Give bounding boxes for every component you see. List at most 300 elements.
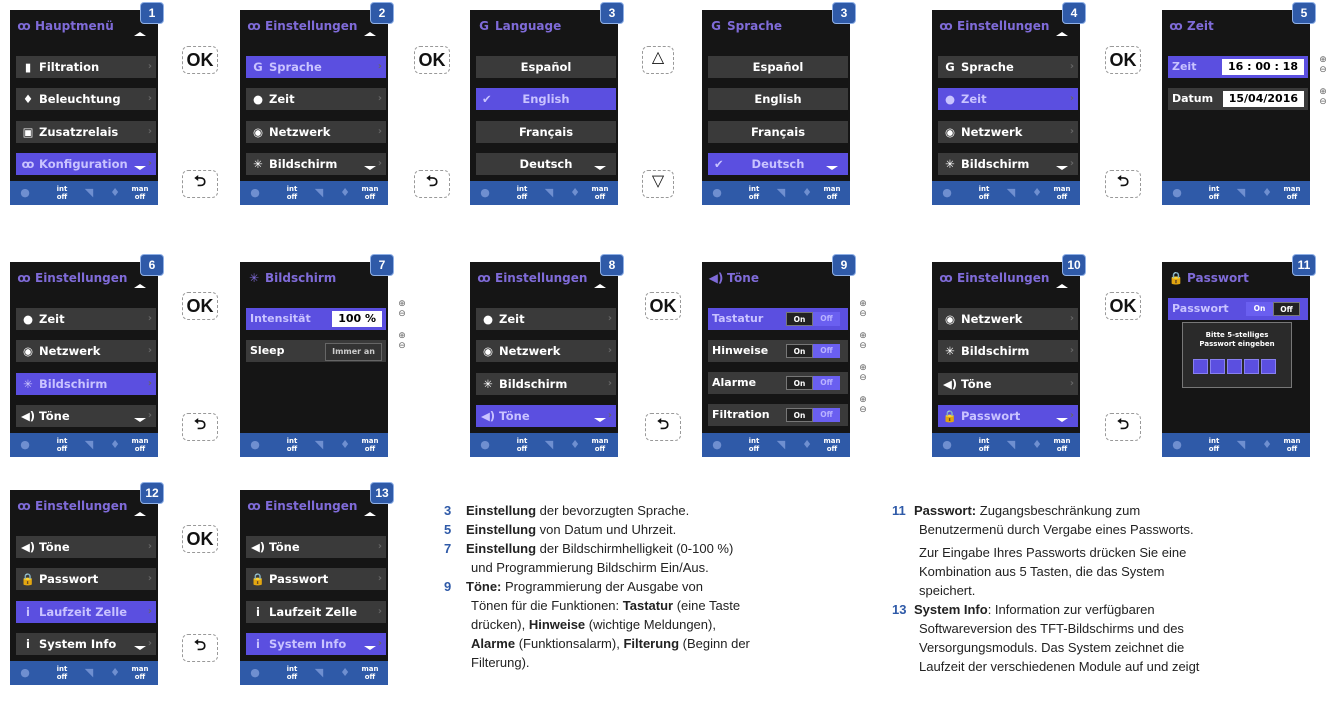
title-icon: 🔒: [1168, 271, 1184, 285]
menu-item[interactable]: [246, 633, 386, 655]
text: Alarme: [471, 636, 516, 651]
minus-icon[interactable]: ⊖: [859, 341, 867, 351]
menu-item[interactable]: [476, 56, 616, 78]
menu-item-label: Bildschirm: [269, 157, 338, 171]
minus-icon[interactable]: ⊖: [859, 373, 867, 383]
note-11-line4: [919, 562, 1164, 581]
chevron-right-icon: ›: [1069, 93, 1074, 104]
menu-item-label: Bildschirm: [39, 377, 108, 391]
password-digit-box[interactable]: [1193, 359, 1208, 374]
status-bar: [10, 181, 158, 205]
menu-item-label: Español: [520, 60, 572, 74]
filter-status-icon: ●: [480, 186, 490, 199]
light-status-icon: ♦: [340, 666, 350, 679]
back-button[interactable]: ⮌: [1105, 170, 1141, 198]
filter-status-icon: ●: [942, 186, 952, 199]
man-status: [356, 665, 384, 681]
menu-item[interactable]: [708, 88, 848, 110]
menu-item-icon: 🔒: [942, 409, 958, 423]
menu-item[interactable]: [16, 373, 156, 395]
menu-item[interactable]: [708, 153, 848, 175]
light-status-icon: ♦: [1032, 438, 1042, 451]
menu-item-label: Netzwerk: [269, 125, 331, 139]
up-arrow-button[interactable]: △: [642, 46, 674, 74]
back-button[interactable]: ⮌: [182, 634, 218, 662]
int-status-state: off: [56, 193, 68, 201]
menu-item[interactable]: [246, 601, 386, 623]
note-text: der Bildschirmhelligkeit (0-100 %): [536, 541, 734, 556]
toggle-row[interactable]: [708, 404, 848, 426]
down-arrow-button[interactable]: ▽: [642, 170, 674, 198]
setting-row[interactable]: [1168, 88, 1308, 110]
setting-label: Datum: [1172, 92, 1214, 105]
menu-item[interactable]: [938, 405, 1078, 427]
menu-item-icon: ◉: [252, 125, 264, 139]
menu-item[interactable]: [938, 88, 1078, 110]
status-bar: [240, 181, 388, 205]
menu-item[interactable]: [16, 88, 156, 110]
note-text: und Programmierung Bildschirm Ein/Aus.: [471, 560, 709, 575]
menu-item[interactable]: [246, 536, 386, 558]
menu-item[interactable]: [476, 121, 616, 143]
note-13-line3: [919, 638, 1184, 657]
man-status-state: off: [364, 445, 376, 453]
toggle-on[interactable]: On: [786, 344, 813, 358]
light-status-icon: ♦: [110, 666, 120, 679]
scroll-down-icon: [134, 418, 146, 422]
menu-item-label: System Info: [39, 637, 117, 651]
menu-item-label: Zeit: [269, 92, 295, 106]
menu-item[interactable]: [476, 153, 616, 175]
chevron-right-icon: ›: [1069, 378, 1074, 389]
ok-button[interactable]: OK: [182, 525, 218, 553]
screen-title: [16, 268, 152, 288]
int-status-label: int: [1208, 185, 1220, 193]
device-screen-5: [932, 6, 1080, 205]
man-status-label: man: [823, 185, 841, 193]
status-bar: [1162, 433, 1310, 457]
menu-item[interactable]: [246, 88, 386, 110]
int-status: [48, 437, 76, 453]
menu-item[interactable]: [16, 308, 156, 330]
menu-item-icon: ▣: [22, 125, 34, 139]
menu-item[interactable]: [16, 536, 156, 558]
man-status: [1048, 185, 1076, 201]
screen-title-text: Einstellungen: [35, 499, 128, 513]
on-off-toggle[interactable]: [786, 408, 842, 422]
note-text: der bevorzugten Sprache.: [536, 503, 690, 518]
chevron-right-icon: ›: [147, 378, 152, 389]
menu-item-label: Töne: [961, 377, 992, 391]
menu-item[interactable]: [16, 153, 156, 175]
screen-title: [16, 496, 152, 516]
filter-status-icon: ●: [942, 438, 952, 451]
plus-icon[interactable]: ⊕: [398, 299, 406, 309]
man-status-state: off: [364, 673, 376, 681]
man-status-state: off: [1286, 445, 1298, 453]
status-bar: [470, 433, 618, 457]
note-number: 7: [444, 541, 452, 556]
toggle-off[interactable]: Off: [813, 376, 840, 390]
int-status-state: off: [56, 445, 68, 453]
screen-title: [1168, 268, 1304, 288]
ok-button[interactable]: OK: [182, 292, 218, 320]
man-status-label: man: [591, 437, 609, 445]
plus-icon[interactable]: ⊕: [398, 331, 406, 341]
screen-title-text: Einstellungen: [495, 271, 588, 285]
title-icon: G: [711, 19, 721, 33]
screen-title: [476, 16, 612, 36]
light-status-icon: ♦: [802, 438, 812, 451]
menu-item[interactable]: [16, 568, 156, 590]
filter-status-icon: ●: [20, 186, 30, 199]
chevron-right-icon: ›: [1069, 345, 1074, 356]
int-status-label: int: [748, 437, 760, 445]
plus-icon[interactable]: ⊕: [1319, 87, 1327, 97]
light-status-icon: ♦: [1262, 438, 1272, 451]
plus-icon[interactable]: ⊕: [859, 395, 867, 405]
menu-item-label: Laufzeit Zelle: [39, 605, 128, 619]
ok-button[interactable]: OK: [414, 46, 450, 74]
chevron-right-icon: ›: [377, 573, 382, 584]
menu-item-label: Zeit: [961, 92, 987, 106]
text: Zur Eingabe Ihres Passworts drücken Sie eine: [919, 545, 1187, 560]
man-status-label: man: [361, 665, 379, 673]
int-status-label: int: [978, 185, 990, 193]
prompt-line: Passwort eingeben: [1199, 340, 1275, 348]
status-bar: [240, 661, 388, 685]
filter-status-icon: ●: [20, 666, 30, 679]
plus-icon[interactable]: ⊕: [1319, 55, 1327, 65]
toggle-off[interactable]: Off: [1273, 302, 1300, 316]
menu-item[interactable]: [708, 56, 848, 78]
password-label: Passwort: [1172, 302, 1229, 315]
setting-row[interactable]: [246, 308, 386, 330]
man-status-label: man: [131, 185, 149, 193]
screen-title: [938, 268, 1074, 288]
note-text: Programmierung der Ausgabe von: [501, 579, 704, 594]
int-status-state: off: [286, 673, 298, 681]
man-status: [126, 665, 154, 681]
status-bar: [10, 433, 158, 457]
setting-value[interactable]: Immer an: [325, 343, 382, 361]
chevron-right-icon: ›: [147, 93, 152, 104]
menu-item[interactable]: [16, 405, 156, 427]
step-badge: 4: [1062, 2, 1086, 24]
on-off-toggle[interactable]: [1246, 302, 1302, 316]
menu-item[interactable]: [16, 601, 156, 623]
status-bar: [932, 433, 1080, 457]
screen-title: [16, 16, 152, 36]
menu-item-label: Töne: [39, 409, 70, 423]
back-button[interactable]: ⮌: [182, 170, 218, 198]
menu-item[interactable]: [476, 308, 616, 330]
int-status: [1200, 437, 1228, 453]
man-status-label: man: [823, 437, 841, 445]
menu-item-icon: ✳: [253, 157, 263, 171]
setting-label: Intensität: [250, 312, 311, 325]
note-11-line3: [919, 543, 1186, 562]
device-screen-6: [1162, 6, 1310, 205]
step-badge: 12: [140, 482, 164, 504]
step-badge: 2: [370, 2, 394, 24]
screen-title: [246, 268, 382, 288]
menu-item[interactable]: [246, 121, 386, 143]
on-off-toggle[interactable]: [786, 312, 842, 326]
note-13-line4: [919, 657, 1199, 676]
scroll-up-icon: [1056, 284, 1068, 288]
screen-title: [938, 16, 1074, 36]
status-bar: [470, 181, 618, 205]
menu-item[interactable]: [476, 88, 616, 110]
menu-item[interactable]: [16, 121, 156, 143]
step-badge: 3: [600, 2, 624, 24]
menu-item[interactable]: [16, 633, 156, 655]
minus-icon[interactable]: ⊖: [859, 405, 867, 415]
note-11-line5: [919, 581, 975, 600]
menu-item-label: Filtration: [39, 60, 100, 74]
minus-icon[interactable]: ⊖: [1319, 65, 1327, 75]
menu-item[interactable]: [938, 153, 1078, 175]
toggle-off[interactable]: Off: [813, 344, 840, 358]
title-icon: ꝏ: [939, 19, 953, 33]
man-status: [818, 185, 846, 201]
menu-item[interactable]: [246, 568, 386, 590]
device-screen-12: [1162, 258, 1311, 457]
man-status-label: man: [1053, 437, 1071, 445]
minus-icon[interactable]: ⊖: [398, 309, 406, 319]
menu-item[interactable]: [708, 121, 848, 143]
text: Softwareversion des TFT-Bildschirms und des: [919, 621, 1184, 636]
password-row[interactable]: [1168, 298, 1308, 320]
screen-title: [708, 16, 844, 36]
menu-item-label: System Info: [269, 637, 347, 651]
note-3: [444, 501, 689, 520]
menu-item[interactable]: [476, 340, 616, 362]
wifi-icon: ◥: [544, 186, 554, 199]
ok-button[interactable]: OK: [645, 292, 681, 320]
menu-item[interactable]: [16, 340, 156, 362]
on-off-toggle[interactable]: [786, 344, 842, 358]
chevron-right-icon: ›: [377, 126, 382, 137]
menu-item-icon: ꝏ: [21, 157, 35, 171]
ok-button[interactable]: OK: [182, 46, 218, 74]
text: Filterung: [623, 636, 680, 651]
text: Kombination aus 5 Tasten, die das System: [919, 564, 1165, 579]
chevron-right-icon: ›: [147, 541, 152, 552]
on-off-toggle[interactable]: [786, 376, 842, 390]
password-prompt-text: [1183, 331, 1291, 349]
int-status-state: off: [516, 445, 528, 453]
man-status: [126, 437, 154, 453]
step-badge: 1: [140, 2, 164, 24]
wifi-icon: ◥: [1006, 186, 1016, 199]
scroll-down-icon: [134, 166, 146, 170]
toggle-on[interactable]: On: [786, 376, 813, 390]
chevron-right-icon: ›: [147, 158, 152, 169]
setting-row[interactable]: [1168, 56, 1308, 78]
int-status-label: int: [286, 185, 298, 193]
chevron-right-icon: ›: [1069, 313, 1074, 324]
chevron-right-icon: ›: [1069, 61, 1074, 72]
menu-item-icon: ✳: [483, 377, 493, 391]
ok-button[interactable]: OK: [1105, 292, 1141, 320]
menu-item[interactable]: [476, 405, 616, 427]
int-status-state: off: [286, 445, 298, 453]
toggle-on[interactable]: On: [786, 312, 813, 326]
note-number: 3: [444, 503, 452, 518]
note-bold: Töne:: [466, 579, 502, 594]
menu-item-label: Bildschirm: [961, 344, 1030, 358]
menu-item-label: Français: [750, 125, 806, 139]
password-digit-box[interactable]: [1210, 359, 1225, 374]
note-bold: Einstellung: [466, 522, 537, 537]
light-status-icon: ♦: [1032, 186, 1042, 199]
text: Filterung).: [471, 655, 530, 670]
man-status: [586, 185, 614, 201]
menu-item-icon: i: [256, 605, 260, 619]
menu-item-label: English: [754, 92, 802, 106]
menu-item[interactable]: [938, 56, 1078, 78]
menu-item-icon: ●: [482, 312, 494, 326]
setting-value[interactable]: 15/04/2016: [1223, 91, 1304, 107]
menu-item-label: Konfiguration: [39, 157, 128, 171]
menu-item-label: Laufzeit Zelle: [269, 605, 358, 619]
minus-icon[interactable]: ⊖: [859, 309, 867, 319]
chevron-right-icon: ›: [377, 541, 382, 552]
chevron-right-icon: ›: [147, 126, 152, 137]
title-icon: ꝏ: [477, 271, 491, 285]
text: drücken),: [471, 617, 529, 632]
chevron-right-icon: ›: [147, 606, 152, 617]
chevron-right-icon: ›: [607, 313, 612, 324]
setting-value[interactable]: 16 : 00 : 18: [1222, 59, 1304, 75]
int-status: [740, 185, 768, 201]
light-status-icon: ♦: [802, 186, 812, 199]
man-status-state: off: [594, 193, 606, 201]
menu-item-label: Töne: [499, 409, 530, 423]
int-status: [970, 437, 998, 453]
scroll-down-icon: [1056, 166, 1068, 170]
int-status-label: int: [978, 437, 990, 445]
screen-title-text: Bildschirm: [265, 271, 337, 285]
device-screen-14: [240, 486, 389, 685]
back-button[interactable]: ⮌: [182, 413, 218, 441]
menu-item[interactable]: [16, 56, 156, 78]
man-status: [586, 437, 614, 453]
toggle-off[interactable]: Off: [813, 312, 840, 326]
int-status-state: off: [286, 193, 298, 201]
back-button[interactable]: ⮌: [1105, 413, 1141, 441]
chevron-right-icon: ›: [607, 378, 612, 389]
scroll-down-icon: [594, 418, 606, 422]
filter-status-icon: ●: [480, 438, 490, 451]
password-digit-box[interactable]: [1244, 359, 1259, 374]
note-11-line2: [919, 520, 1194, 539]
chevron-right-icon: ›: [147, 345, 152, 356]
toggle-row[interactable]: [708, 340, 848, 362]
man-status: [818, 437, 846, 453]
toggle-label: Filtration: [712, 408, 770, 421]
minus-icon[interactable]: ⊖: [398, 341, 406, 351]
setting-row[interactable]: [246, 340, 386, 362]
toggle-on[interactable]: On: [1246, 302, 1273, 316]
toggle-row[interactable]: [708, 308, 848, 330]
light-status-icon: ♦: [110, 186, 120, 199]
note-number: 5: [444, 522, 452, 537]
toggle-on[interactable]: On: [786, 408, 813, 422]
plus-icon[interactable]: ⊕: [859, 363, 867, 373]
scroll-down-icon: [134, 646, 146, 650]
wifi-icon: ◥: [84, 666, 94, 679]
setting-value[interactable]: 100 %: [332, 311, 382, 327]
screen-title-text: Language: [495, 19, 562, 33]
ok-button[interactable]: OK: [1105, 46, 1141, 74]
toggle-off[interactable]: Off: [813, 408, 840, 422]
man-status-state: off: [134, 445, 146, 453]
text: (eine Taste: [673, 598, 741, 613]
minus-icon[interactable]: ⊖: [1319, 97, 1327, 107]
wifi-icon: ◥: [1236, 438, 1246, 451]
int-status-label: int: [56, 665, 68, 673]
menu-item-label: Netzwerk: [961, 312, 1023, 326]
menu-item[interactable]: [476, 373, 616, 395]
scroll-down-icon: [826, 166, 838, 170]
plus-icon[interactable]: ⊕: [859, 331, 867, 341]
menu-item-label: Deutsch: [751, 157, 805, 171]
menu-item[interactable]: [246, 56, 386, 78]
back-button[interactable]: ⮌: [414, 170, 450, 198]
step-badge: 11: [1292, 254, 1316, 276]
menu-item-label: Bildschirm: [961, 157, 1030, 171]
int-status-label: int: [748, 185, 760, 193]
man-status-state: off: [826, 193, 838, 201]
int-status: [740, 437, 768, 453]
password-digit-box[interactable]: [1261, 359, 1276, 374]
menu-item[interactable]: [938, 121, 1078, 143]
menu-item-label: Sprache: [269, 60, 322, 74]
man-status: [1278, 185, 1306, 201]
toggle-row[interactable]: [708, 372, 848, 394]
chevron-right-icon: ›: [377, 638, 382, 649]
menu-item-label: Netzwerk: [961, 125, 1023, 139]
menu-item[interactable]: [246, 153, 386, 175]
int-status-label: int: [56, 437, 68, 445]
menu-item[interactable]: [938, 308, 1078, 330]
int-status: [1200, 185, 1228, 201]
password-digit-box[interactable]: [1227, 359, 1242, 374]
plus-icon[interactable]: ⊕: [859, 299, 867, 309]
scroll-up-icon: [364, 512, 376, 516]
menu-item[interactable]: [938, 340, 1078, 362]
menu-item-icon: ▮: [24, 60, 32, 74]
int-status-label: int: [286, 437, 298, 445]
back-button[interactable]: ⮌: [645, 413, 681, 441]
menu-item-icon: ◉: [482, 344, 494, 358]
chevron-right-icon: ›: [1069, 126, 1074, 137]
menu-item[interactable]: [938, 373, 1078, 395]
note-7-line2: [471, 558, 709, 577]
man-status-state: off: [1056, 445, 1068, 453]
title-icon: ꝏ: [1169, 19, 1183, 33]
menu-item-icon: ♦: [22, 92, 34, 106]
menu-item-icon: G: [253, 60, 263, 74]
menu-item-label: Netzwerk: [499, 344, 561, 358]
man-status-label: man: [1283, 437, 1301, 445]
title-icon: ꝏ: [247, 499, 261, 513]
screen-title: [476, 268, 612, 288]
scroll-down-icon: [594, 166, 606, 170]
